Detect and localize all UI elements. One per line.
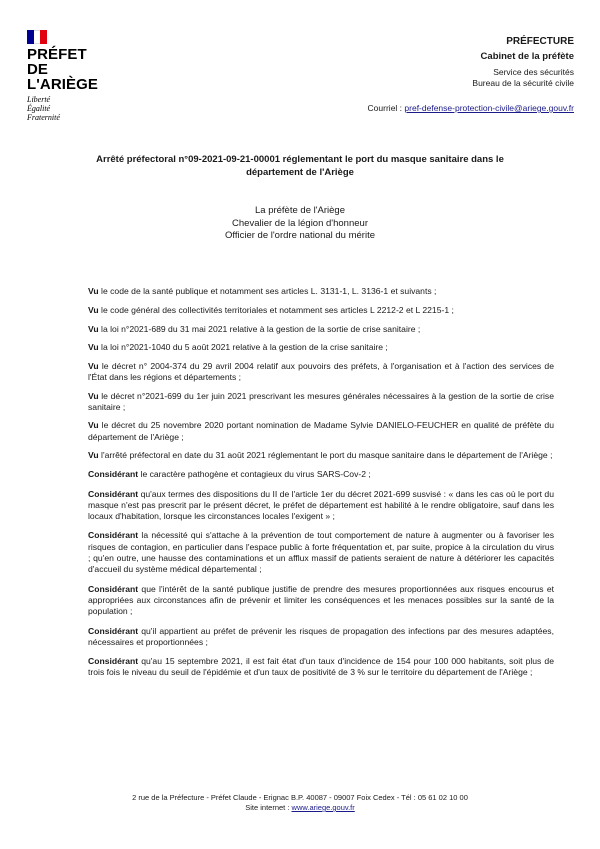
service-line: Service des sécurités xyxy=(493,67,574,77)
body-paragraph xyxy=(88,584,554,618)
signatory-line: La préfète de l'Ariège xyxy=(254,205,345,216)
footer xyxy=(60,793,540,813)
body-paragraph xyxy=(88,391,554,414)
signatory-block xyxy=(180,205,420,243)
paragraph-keyword: Vu xyxy=(88,420,99,431)
paragraph-keyword: Vu xyxy=(88,286,99,296)
devise: Liberté Égalité Fraternité xyxy=(27,95,60,122)
body-paragraph xyxy=(88,656,554,679)
body-paragraph xyxy=(88,626,554,649)
paragraph-text: l'arrêté préfectoral en date du 31 août 2021 réglementant le port du masque sanitaire dans le département de l'Ariège ; xyxy=(98,449,553,460)
paragraph-text: le code de la santé publique et notamment ses articles L. 3131-1, L. 3136-1 et suivants ; xyxy=(98,286,437,296)
paragraph-text: la nécessité qui s'attache à la prévention de tout comportement de nature à augmenter ou à favoriser les risques de contagion, en particulier dans l'espace public à forte fréquentation et, par suite, propice à la circulation du virus ; qu'en outre, une hausse des contaminations et un afflux massif de patients seraient de nature à détériorer les capacités d'accueil du système médical départemental ; xyxy=(88,530,554,575)
paragraph-keyword: Considérant xyxy=(88,469,139,480)
marianne-flag-icon xyxy=(27,30,47,44)
body-paragraph xyxy=(88,450,554,461)
courriel-line xyxy=(368,103,574,114)
paragraph-text: le décret n° 2004-374 du 29 avril 2004 relatif aux pouvoirs des préfets, à l'organisation et à l'action des services de l'État dans les régions et départements ; xyxy=(88,361,554,383)
signatory-line: Officier de l'ordre national du mérite xyxy=(224,230,376,241)
courriel-label: Courriel : xyxy=(367,103,403,113)
body-paragraph xyxy=(88,342,554,353)
service-line: Bureau de la sécurité civile xyxy=(472,78,574,88)
body-paragraph xyxy=(88,286,554,297)
marianne-logo-block xyxy=(27,30,119,122)
brand-title: PRÉFET DE L'ARIÈGE xyxy=(27,46,99,93)
paragraph-text: la loi n°2021-1040 du 5 août 2021 relative à la gestion de la crise sanitaire ; xyxy=(98,341,388,352)
paragraph-text: le décret du 25 novembre 2020 portant nomination de Madame Sylvie DANIELO-FEUCHER en qualité de préfète du département de l'Ariège ; xyxy=(88,420,554,442)
paragraph-text: la loi n°2021-689 du 31 mai 2021 relative à la gestion de la sortie de crise sanitaire ; xyxy=(98,323,421,334)
paragraph-keyword: Vu xyxy=(88,305,99,316)
paragraph-text: le code général des collectivités territoriales et notamment ses articles L 2212-2 et L 2215-1 ; xyxy=(98,305,454,316)
paragraph-keyword: Vu xyxy=(88,323,99,334)
footer-site-label: Site internet : xyxy=(245,803,290,812)
body-paragraph xyxy=(88,324,554,335)
body-paragraph xyxy=(88,530,554,575)
signatory-line: Chevalier de la légion d'honneur xyxy=(232,217,368,229)
document-title: Arrêté préfectoral n°09-2021-09-21-00001 réglementant le port du masque sanitaire dans le département de l'Ariège xyxy=(96,154,504,178)
paragraph-text: qu'aux termes des dispositions du II de l'article 1er du décret 2021-699 susvisé : « dans les cas où le port du masque n'est pas prescrit par le présent décret, le préfet de département est habilité à le rendre obligatoire, sauf dans les locaux d'habitation, lorsque les circonstances locales l'exigent » ; xyxy=(88,488,554,522)
body-paragraph xyxy=(88,420,554,443)
paragraph-text: qu'il appartient au préfet de prévenir les risques de propagation des infections par des mesures adaptées, nécessaires et proportionnées ; xyxy=(88,625,554,647)
footer-site xyxy=(60,803,540,813)
courriel-email-link[interactable]: pref-defense-protection-civile@ariege.gouv.fr xyxy=(404,103,574,113)
paragraph-keyword: Considérant xyxy=(88,488,139,499)
footer-site-link[interactable]: www.ariege.gouv.fr xyxy=(291,803,355,812)
issuer-block xyxy=(274,35,574,89)
issuer-cabinet: Cabinet de la préfète xyxy=(480,51,574,62)
body-paragraph xyxy=(88,361,554,384)
footer-address: 2 rue de la Préfecture - Préfet Claude - Erignac B.P. 40087 - 09007 Foix Cedex - Tél : 05 61 02 10 00 xyxy=(132,793,468,802)
document-body xyxy=(88,278,554,679)
body-paragraph xyxy=(88,489,554,523)
body-paragraph xyxy=(88,469,554,480)
issuer-service xyxy=(274,67,574,89)
paragraph-keyword: Vu xyxy=(88,361,99,372)
paragraph-text: qu'au 15 septembre 2021, il est fait état d'un taux d'incidence de 154 pour 100 000 habitants, soit plus de trois fois le niveau du seuil de l'épidémie et d'un taux de positivité de 3 % sur le territoire du département de l'Ariège ; xyxy=(88,656,554,678)
paragraph-keyword: Considérant xyxy=(88,656,139,667)
paragraph-text: le décret n°2021-699 du 1er juin 2021 prescrivant les mesures générales nécessaires à la gestion de la sortie de crise sanitaire ; xyxy=(88,390,554,413)
body-paragraph xyxy=(88,305,554,316)
paragraph-text: le caractère pathogène et contagieux du virus SARS-Cov-2 ; xyxy=(138,469,371,480)
paragraph-keyword: Considérant xyxy=(88,530,139,541)
paragraph-keyword: Vu xyxy=(88,341,99,352)
paragraph-keyword: Considérant xyxy=(88,625,139,636)
paragraph-keyword: Vu xyxy=(88,390,99,401)
paragraph-keyword: Considérant xyxy=(88,583,139,594)
paragraph-text: que l'intérêt de la santé publique justifie de prendre des mesures proportionnées aux risques encourus et appropriées aux circonstances afin de prévenir et limiter les conséquences et les menaces possibles sur la santé de la population ; xyxy=(88,583,554,617)
issuer-org: PRÉFECTURE xyxy=(506,36,574,47)
paragraph-keyword: Vu xyxy=(88,449,99,460)
